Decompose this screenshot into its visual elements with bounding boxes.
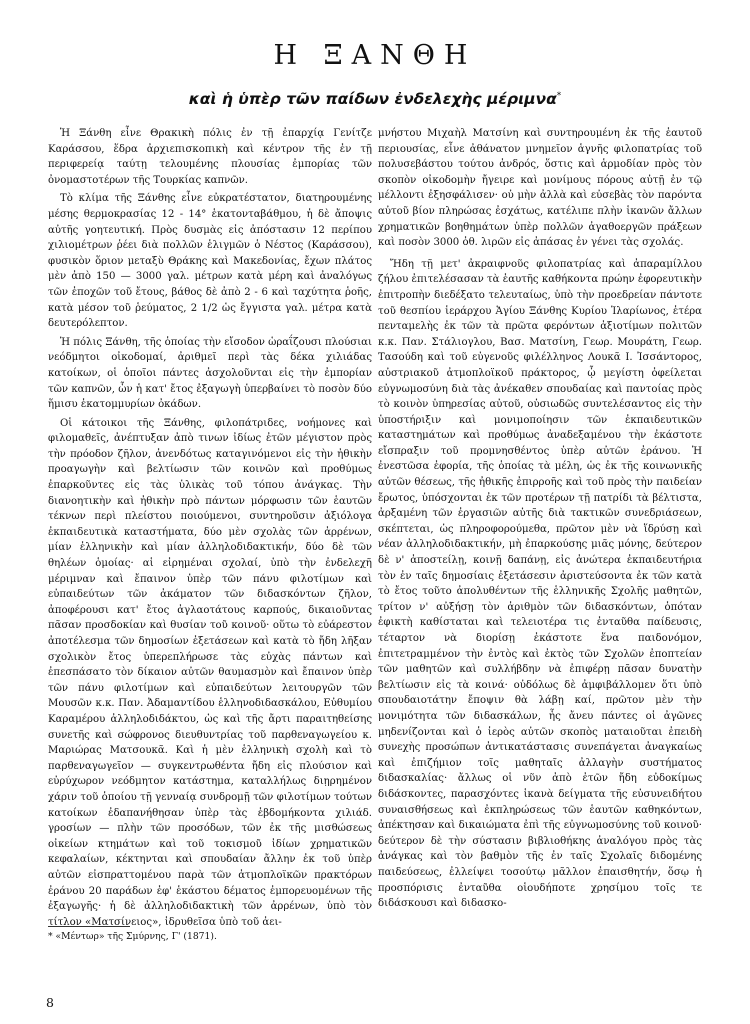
subtitle-text: καὶ ἡ ὑπὲρ τῶν παίδων ἐνδελεχὴς μέριμνα [188,90,557,108]
paragraph: Ἤδη τῇ μετ' ἀκραιφνοῦς φιλοπατρίας καὶ ἀπαραμίλλου ζήλου ἐπιτελέσασαν τὰ ἑαυτῆς καθήκοντα πρώην ἐφορευτικὴν ἐπιτροπὴν διεδέξατο τελευταίως, ὑπὸ τὴν προεδρείαν πάντοτε τοῦ θεσπίου ἱεράρχου Ἁγίου Ξάνθης Κυρίου Ἱλαρίωνος, ἑτέρα πενταμελὴς ἐκ τῶν τὰ πρῶτα φερόντων ἀξιοτίμων πολιτῶν κ.κ. Παν. Στάλιογλου, Βασ. Ματσίνη, Γεωρ. Μουράτη, Γεωρ. Τασούδη καὶ τοῦ εὐγενοῦς φιλέλληνος Λουκᾶ Ι. Ἰσσάντορος, αὐστριακοῦ ἀτμοπλοϊκοῦ πράκτορος, ᾧ μεγίστη ὀφείλεται εὐγνωμοσύνη διὰ τὰς ἀνέκαθεν σπουδαίας καὶ παντοίας πρὸς τὸ κοινὸν ὑπηρεσίας αὐτοῦ, οὐσιωδῶς συντελέσαντος εἰς τὴν ὑποστήριξιν καὶ μονιμοποίησιν τῶν ἐκπαιδευτικῶν καταστημάτων καὶ προθύμως ἀναδεξαμένου τὴν ἐκάστοτε εἴσπραξιν τοῦ προμνησθέντος ὑπὲρ αὐτῶν ἐράνου. Ἡ ἐνεστῶσα ἐφορία, τῆς ὁποίας τὰ μέλη, ὡς ἐκ τῆς κοινωνικῆς αὐτῶν θέσεως, τῆς ἠθικῆς ἐπιρροῆς καὶ τοῦ πρὸς τὴν παιδείαν ἔρωτος, ὑπόσχονται ἐκ τῶν προτέρων τῇ πατρίδι τὰ βέλτιστα, ἀρξαμένη τῶν ἐργασιῶν αὐτῆς διὰ τακτικῶν συνεδριάσεων, σκέπτεται, ὡς πληροφορούμεθα, πρῶτον μὲν νὰ ἵδρύσῃ καὶ νέαν ἀλληλοδιδακτικήν, μὴ ἐπαρκούσης μιᾶς μόνης, δεύτερον δὲ ν' ἀποστείλῃ, κοινῇ δαπάνῃ, εἰς ἀνώτερα ἐκπαιδευτήρια τὸν ἐν ταῖς δημοσίαις ἐξετάσεσιν ἀριστεύσοντα ἐκ τῶν κατὰ τὸ ἔτος τοῦτο ἀπολυθέντων τῆς ἑλληνικῆς Σχολῆς μαθητῶν, τρίτον ν' αὐξήσῃ τὸν ἀριθμὸν τῶν διδασκόντων, ὁπόταν ἐφικτὴ καθίσταται καὶ τελειοτέρα τις ἐνταῦθα παίδευσις, τέταρτον νὰ διορίσῃ ἐκάστοτε ἕνα παιδονόμον, ἐπιτετραμμένον τὴν ἐντὸς καὶ ἐκτὸς τῶν Σχολῶν ἐποπτείαν τῶν μαθητῶν καὶ συλλήβδην νὰ ἐπιφέρῃ πᾶσαν δυνατὴν βελτίωσιν εἰς τὰ κοινά· οὐδόλως δὲ ἀμφιβάλλομεν ὅτι ὑπὸ σπουδαιοτάτην ἔποψιν θὰ λάβῃ καί, πρῶτον μὲν τὴν μονιμότητα τῶν διδασκάλων, ἧς ἄνευ πάντες οἱ ἀγῶνες μηδενίζονται καὶ ὁ ἱερὸς αὐτῶν σκοπὸς ματαιοῦται ἐπειδὴ συνεχὴς προσώπων ἀντικατάστασις συνεπάγεται ἀναγκαίως καὶ ἐπιζήμιον τοῖς μαθηταῖς ἀλλαγὴν συστήματος διδασκαλίας· ἄλλως οἱ νῦν ἀπὸ ἐτῶν ἤδη εὐδοκίμως διδάσκοντες, παρασχόντες ἱκανὰ δείγματα τῆς εὐσυνειδήτου συναισθήσεως καὶ ἐκπληρώσεως τῶν ἑαυτῶν καθηκόντων, ἀπέκτησαν καὶ δικαιώματα ἐπὶ τῆς εὐγνωμοσύνης τοῦ κοινοῦ· δεύτερον δὲ τὴν σύστασιν βιβλιοθήκης ἀναλόγου πρὸς τὰς ἀνάγκας καὶ τὸν βαθμὸν τῆς ἐν ταῖς Σχολαῖς διδομένης παιδεύσεως, ἐλλείψει τοσούτῳ μᾶλλον ἐπαισθητήν, ὅσῳ ἡ προσπόρισις ἐνταῦθα οἱουδήποτε χρησίμου τοῖς τε διδάσκουσι καὶ διδασκο- [378,258,702,910]
footnote: * «Μέντωρ» τῆς Σμύρνης, Γ' (1871). [48,931,217,942]
article-title: Η ΞΑΝΘΗ [273,40,477,71]
right-column [378,126,702,916]
paragraph: Τὸ κλίμα τῆς Ξάνθης εἶνε εὐκρατέστατον, διατηρουμένης μέσης θερμοκρασίας 12 - 14° ἑκατονταβάθμου, ἡ δὲ ἄποψις αὐτῆς γοητευτική. Πρὸς δυσμὰς εἰς ἀπόστασιν 12 περίπου χιλιομέτρων ῥέει διὰ πολλῶν ἑλιγμῶν ὁ Νέστος (Καράσσου), φυσικὸν ὅριον μεταξὺ Θράκης καὶ Μακεδονίας, ἔχων πλάτος μὲν ἀπὸ 150 — 3000 γαλ. μέτρων κατὰ μέρη καὶ ἀναλόγως τῶν ἐποχῶν τοῦ ἔτους, βάθος δὲ ἀπὸ 2 - 6 καὶ ταχύτητα ῥοῆς, κατὰ μέσον τοῦ ῥεύματος, 2 1/2 ὡς ἔγγιστα γαλ. μέτρα κατὰ δευτερόλεπτον. [48,193,372,330]
left-column [48,126,372,928]
article-subtitle [0,90,750,108]
paragraph: Οἱ κάτοικοι τῆς Ξάνθης, φιλοπάτριδες, νοήμονες καὶ φιλομαθεῖς, ἀνέπτυξαν ἀπὸ τινων ἰδίως ἐτῶν μέγιστον πρὸς τὴν πρόοδον ζῆλον, ἀνενδότως καταγινόμενοι εἰς τὴν ἠθικὴν προαγωγὴν καὶ βελτίωσιν τῶν κοινῶν καὶ προθύμως ἐπαρκοῦντες εἰς τὰς ὑλικὰς τοῦ τόπου ἀνάγκας. Τὴν διανοητικὴν καὶ ἠθικὴν πρὸ πάντων μόρφωσιν τῶν ἑαυτῶν τέκνων περὶ πλείστου ποιούμενοι, συντηροῦσιν ἀξιόλογα ἐκπαιδευτικὰ καταστήματα, δύο μὲν σχολὰς τῶν ἀρρένων, μίαν ἑλληνικὴν καὶ μίαν ἀλληλοδιδακτικήν, δύο δὲ τῶν θηλέων ὁμοίας· αἱ εἰρημέναι σχολαί, ὑπὸ τὴν ἐνδελεχῆ μέριμναν καὶ ἔπαινον ὑπὲρ τῶν πάνυ φιλοτίμων καὶ εὐπαιδεύτων τῶν ἀκάματον τῶν διδασκόντων ζῆλον, ἀποφέρουσι κατ' ἔτος ἀγλαοτάτους καρπούς, δικαιοῦντας πᾶσαν προσδοκίαν καὶ θυσίαν τοῦ κοινοῦ· οὕτω τὸ εὐάρεστον ἀποτέλεσμα τῶν δημοσίων ἐξετάσεων καὶ κατὰ τὸ ἤδη λῆξαν σχολικὸν ἔτος ὑπερεπλήρωσε τὰς εὐχὰς πάντων καὶ ἐπεσπάσατο τὸν δίκαιον αὐτῶν θαυμασμὸν καὶ ἔπαινον ὑπὲρ τῶν πάνυ φιλοτίμων καὶ εὐπαιδεύτων λειτουργῶν τῶν Μουσῶν κ.κ. Παν. Ἀδαμαντίδου ἑλληνοδιδασκάλου, Εὐθυμίου Καραμέρου ἀλληλοδιδάκτου, ὡς καὶ τῆς ἄρτι παραιτηθείσης συνετῆς καὶ σώφρονος διευθυντρίας τοῦ παρθεναγωγείου κ. Μαριώρας Ματσουκᾶ. Καὶ ἡ μὲν ἑλληνικὴ σχολὴ καὶ τὸ παρθεναγωγεῖον — συγκεντρωθέντα ἤδη εἰς πλούσιον καὶ εὐρύχωρον νεόδμητον κατάστημα, καταλλήλως διῃρημένον χάριν τοῦ ὁποίου τῇ γενναίᾳ συνδρομῇ τῶν φιλοτίμων τούτων κατοίκων ἐδαπανήθησαν ὑπὲρ τὰς ἑβδομήκοντα χιλιάδ. γροσίων — πλὴν τῶν προσόδων, τῶν ἐκ τῆς μισθώσεως οἰκείων κτημάτων καὶ τοῦ τοκισμοῦ ἰδίων χρηματικῶν κεφαλαίων, κέκτηνται καὶ σπουδαίαν ἄλλην ἐκ τοῦ ὑπὲρ αὐτῶν εἰσπραττομένου παρὰ τῶν ἀτμοπλοϊκῶν πρακτόρων ἐράνου 20 παράδων ἐφ' ἑκάστου δέματος ἐμπορευομένων τῆς ἐξαγωγῆς· ἡ δὲ ἀλληλοδιδακτικὴ τῶν ἀρρένων, ὑπὸ τὸν τίτλον «Ματσίνειος», ἱδρυθεῖσα ὑπὸ τοῦ ἀει- [48,417,372,928]
paragraph: μνήστου Μιχαὴλ Ματσίνη καὶ συντηρουμένη ἐκ τῆς ἑαυτοῦ περιουσίας, εἶνε ἀθάνατον μνημεῖον ἁγνῆς φιλοπατρίας τοῦ πολυσεβάστου τούτου ἀνδρός, ὅστις καὶ ἁρμοδίαν πρὸς τὸν σκοπὸν οἰκοδομὴν ἤγειρε καὶ μονίμους πόρους αὐτῇ ἐν τῷ μέλλοντι ἐξησφάλισεν· οὐ μὴν ἀλλὰ καὶ εὐσεβὰς τὸν παρόντα αὐτοῦ βίον πληρώσας ἐσχάτως, κατέλιπε πλὴν ἱκανῶν ἄλλων χρηματικῶν βοηθημάτων ὑπὲρ πολλῶν ἀγαθοεργῶν πράξεων καὶ ποσὸν 3000 ὀθ. λιρῶν εἰς ἀπάσας ἐν γένει τὰς σχολάς. [378,128,702,249]
paragraph: Ἡ Ξάνθη εἶνε Θρακικὴ πόλις ἐν τῇ ἐπαρχίᾳ Γενίτζε Καράσσου, ἕδρα ἀρχιεπισκοπικὴ καὶ κέντρον τῆς ἐν τῇ περιφερείᾳ ταύτῃ τελουμένης πλουσίας ἐμπορίας τῶν ὀνομαστοτέρων τῆς Τουρκίας καπνῶν. [48,128,372,186]
footnote-divider [48,926,130,927]
page-number: 8 [46,995,54,1010]
paragraph: Ἡ πόλις Ξάνθη, τῆς ὁποίας τὴν εἴσοδον ὡραΐζουσι πλούσιαι νεόδμητοι οἰκοδομαί, ἀριθμεῖ περὶ τὰς δέκα χιλιάδας κατοίκων, οἱ ὁποῖοι πάντες ἀσχολοῦνται εἰς τὴν ἐμπορίαν τῶν καπνῶν, ὧν ἡ κατ' ἔτος ἐξαγωγὴ ὑπερβαίνει τὸ ποσὸν δύο ἥμισυ ἑκατομμυρίων ὀκάδων. [48,336,372,411]
footnote-marker: * [556,90,562,101]
